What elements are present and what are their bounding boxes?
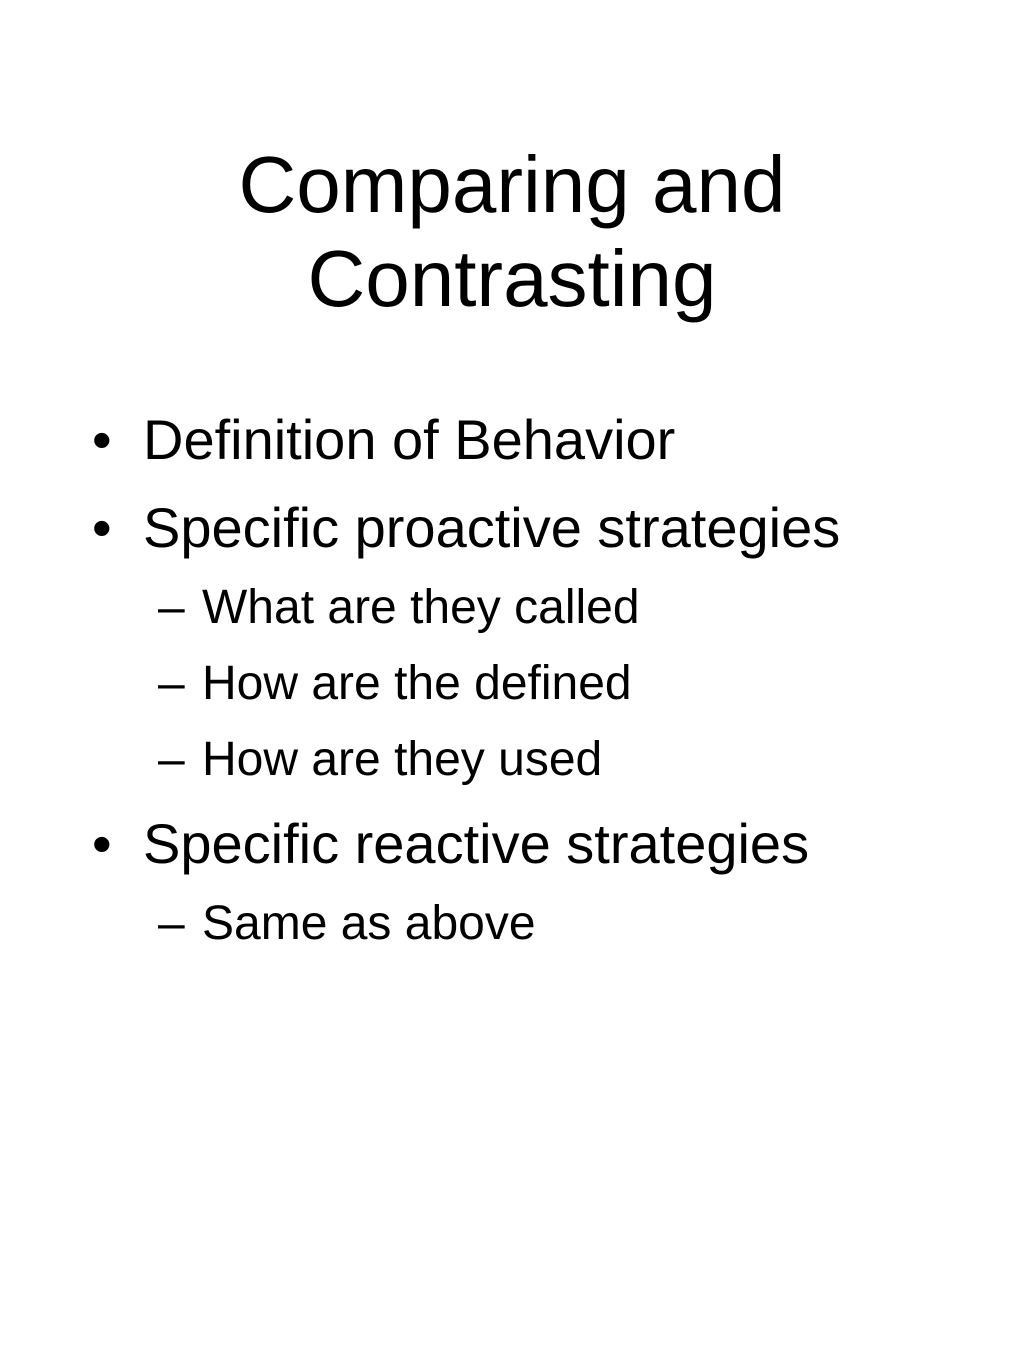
- bullet-marker: •: [92, 496, 112, 559]
- sub-bullet-text: How are they used: [202, 733, 603, 786]
- slide-title-line-2: Contrasting: [307, 234, 717, 323]
- bullet-marker: •: [92, 408, 112, 471]
- bullet-text: Specific proactive strategies: [143, 496, 841, 559]
- bullet-marker: •: [92, 812, 112, 875]
- bullet-text: Definition of Behavior: [143, 408, 676, 471]
- dash-marker: –: [158, 657, 185, 710]
- sub-bullet-text: Same as above: [202, 897, 536, 950]
- sub-bullet-text: How are the defined: [202, 657, 632, 710]
- bullet-text: Specific reactive strategies: [143, 812, 810, 875]
- dash-marker: –: [158, 581, 185, 634]
- dash-marker: –: [158, 733, 185, 786]
- dash-marker: –: [158, 897, 185, 950]
- sub-bullet-text: What are they called: [202, 581, 640, 634]
- slide-title-line-1: Comparing and: [238, 140, 786, 229]
